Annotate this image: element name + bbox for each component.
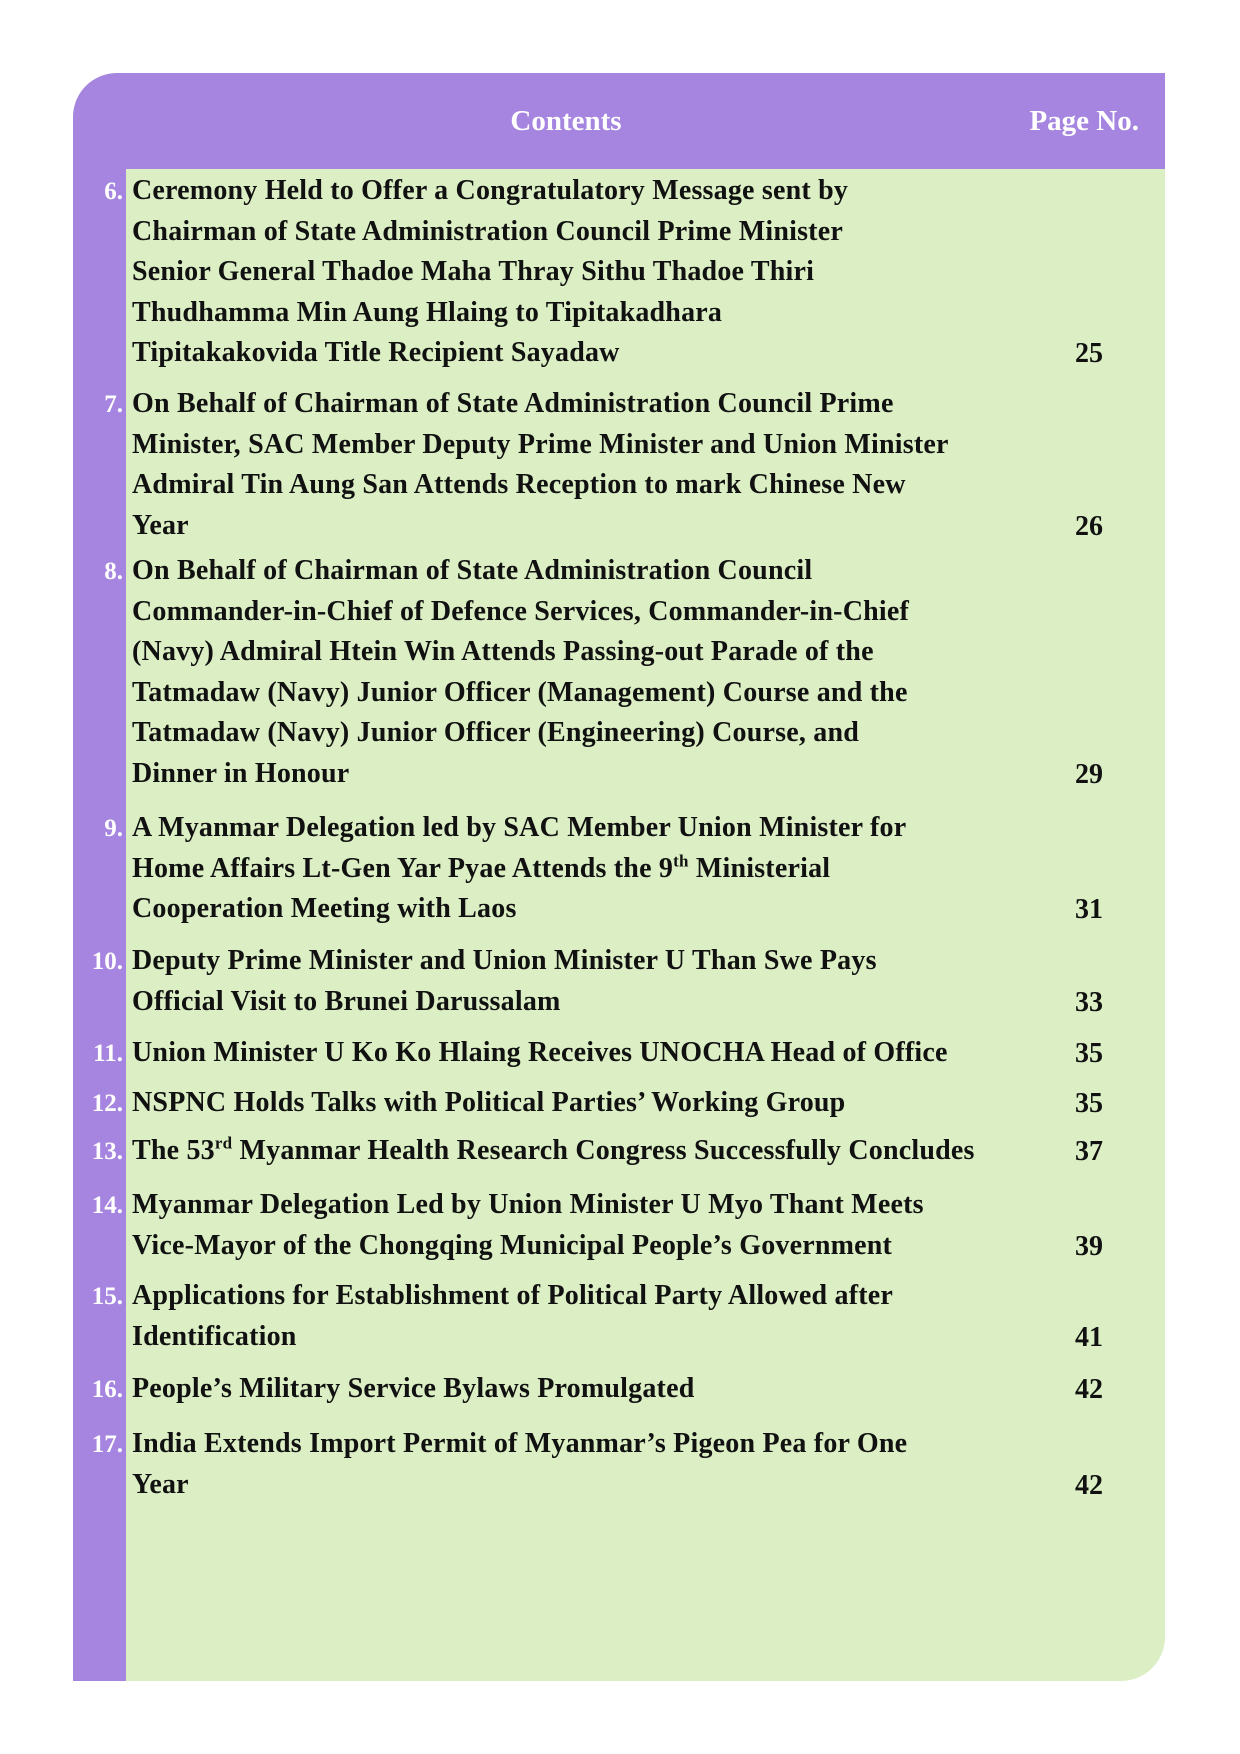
entry-number: 12. — [91, 1090, 123, 1117]
entry-page-number: 33 — [1075, 987, 1103, 1018]
entry-title: NSPNC Holds Talks with Political Parties’ Working Group — [132, 1087, 846, 1118]
toc-entry-14[interactable] — [73, 1185, 1165, 1267]
entry-title: Union Minister U Ko Ko Hlaing Receives UNOCHA Head of Office — [132, 1037, 948, 1068]
entry-title: The 53rd Myanmar Health Research Congress Successfully Concludes — [132, 1133, 975, 1166]
toc-entry-15[interactable] — [73, 1276, 1165, 1358]
entry-number: 13. — [91, 1138, 123, 1165]
entry-page-number: 25 — [1075, 338, 1103, 369]
entry-page-number: 29 — [1075, 759, 1103, 790]
entry-number: 16. — [91, 1376, 123, 1403]
contents-panel — [73, 73, 1165, 1681]
entry-number: 17. — [91, 1431, 123, 1458]
entry-page-number: 35 — [1075, 1038, 1103, 1069]
entry-number: 7. — [104, 391, 123, 418]
entry-number: 11. — [93, 1040, 123, 1067]
entry-title: Myanmar Delegation Led by Union Minister U Myo Thant Meets Vice-Mayor of the Chongqing Municipal People’s Government — [132, 1189, 924, 1261]
toc-entry-12[interactable] — [73, 1083, 1165, 1124]
toc-entry-11[interactable] — [73, 1033, 1165, 1074]
toc-entry-13[interactable] — [73, 1131, 1165, 1172]
toc-entry-9[interactable] — [73, 808, 1165, 930]
entry-number: 14. — [91, 1192, 123, 1219]
toc-entry-10[interactable] — [73, 941, 1165, 1023]
entry-page-number: 31 — [1075, 894, 1103, 925]
star-icon — [77, 81, 123, 127]
entry-page-number: 42 — [1075, 1374, 1103, 1405]
entry-number: 10. — [91, 948, 123, 975]
contents-header — [126, 73, 1165, 169]
toc-entry-16[interactable] — [73, 1369, 1165, 1410]
entry-title: A Myanmar Delegation led by SAC Member Union Minister for Home Affairs Lt-Gen Yar Pyae Attends the 9th Ministerial Cooperation Meeting with Laos — [132, 812, 907, 924]
entry-number: 9. — [104, 815, 123, 842]
entry-number: 15. — [91, 1283, 123, 1310]
toc-entry-7[interactable] — [73, 384, 1165, 547]
entry-page-number: 41 — [1075, 1322, 1103, 1353]
toc-entry-17[interactable] — [73, 1424, 1165, 1506]
entry-title: Deputy Prime Minister and Union Minister U Than Swe Pays Official Visit to Brunei Darussalam — [132, 945, 877, 1017]
entry-title: People’s Military Service Bylaws Promulgated — [132, 1373, 695, 1404]
entry-page-number: 35 — [1075, 1088, 1103, 1119]
entry-page-number: 39 — [1075, 1231, 1103, 1262]
toc-entry-6[interactable] — [73, 171, 1165, 374]
toc-entry-8[interactable] — [73, 551, 1165, 795]
entry-title: On Behalf of Chairman of State Administration Council Prime Minister, SAC Member Deputy Prime Minister and Union Minister Admiral Tin Aung San Attends Reception to mark Chinese New Year — [132, 388, 949, 541]
entry-title: Applications for Establishment of Political Party Allowed after Identification — [132, 1280, 894, 1352]
entry-page-number: 37 — [1075, 1136, 1103, 1167]
entry-page-number: 42 — [1075, 1470, 1103, 1501]
entry-number: 8. — [104, 558, 123, 585]
entry-title: On Behalf of Chairman of State Administration Council Commander-in-Chief of Defence Services, Commander-in-Chief (Navy) Admiral Htein Win Attends Passing-out Parade of the Tatmadaw (Navy) Junior Officer (Management) Course and the Tatmadaw (Navy) Junior Officer (Engineering) Course, and Dinner in Honour — [132, 555, 910, 789]
entry-title: Ceremony Held to Offer a Congratulatory Message sent by Chairman of State Administration Council Prime Minister Senior General Thadoe Maha Thray Sithu Thadoe Thiri Thudhamma Min Aung Hlaing to Tipitakadhara Tipitakakovida Title Recipient Sayadaw — [132, 175, 849, 368]
page-no-heading: Page No. — [1029, 105, 1139, 137]
contents-heading: Contents — [510, 105, 622, 137]
entry-title: India Extends Import Permit of Myanmar’s Pigeon Pea for One Year — [132, 1428, 908, 1500]
entry-number: 6. — [104, 178, 123, 205]
entry-page-number: 26 — [1075, 511, 1103, 542]
